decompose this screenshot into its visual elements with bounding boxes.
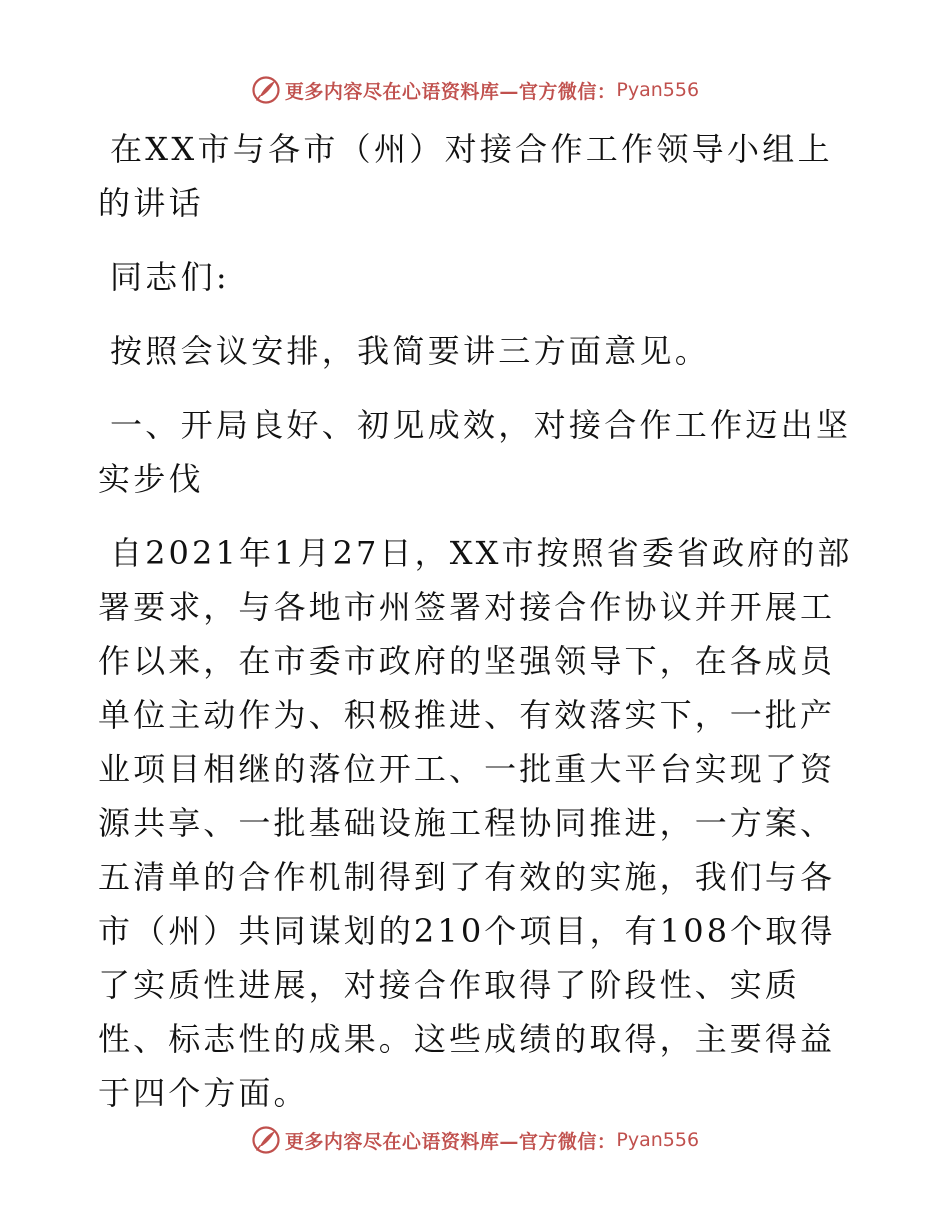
header-banner (0, 70, 950, 110)
footer-banner-account: Pyan556 (616, 1129, 700, 1151)
body-paragraph: 自2021年1月27日，XX市按照省委省政府的部署要求，与各地市州签署对接合作协议并开展工作以来，在市委市政府的坚强领导下，在各成员单位主动作为、积极推进、有效落实下，一批产业项目相继的落位开工、一批重大平台实现了资源共享、一批基础设施工程协同推进，一方案、五清单的合作机制得到了有效的实施，我们与各市（州）共同谋划的210个项目，有108个取得了实质性进展，对接合作取得了阶段性、实质性、标志性的成果。这些成绩的取得，主要得益于四个方面。 (98, 534, 853, 1112)
document-title: 在XX市与各市（州）对接合作工作领导小组上的讲话 (98, 130, 833, 222)
quill-pen-logo-icon (251, 1125, 281, 1155)
section-heading: 一、开局良好、初见成效，对接合作工作迈出坚实步伐 (98, 406, 852, 498)
document-body (98, 122, 858, 1140)
footer-banner (0, 1120, 950, 1160)
header-banner-text: 更多内容尽在心语资料库—官方微信： (284, 80, 617, 103)
quill-pen-logo-icon (251, 75, 281, 105)
salutation: 同志们: (110, 258, 230, 296)
intro-paragraph: 按照会议安排，我简要讲三方面意见。 (110, 332, 711, 370)
header-banner-account: Pyan556 (616, 79, 700, 101)
footer-banner-text: 更多内容尽在心语资料库—官方微信： (284, 1130, 617, 1153)
